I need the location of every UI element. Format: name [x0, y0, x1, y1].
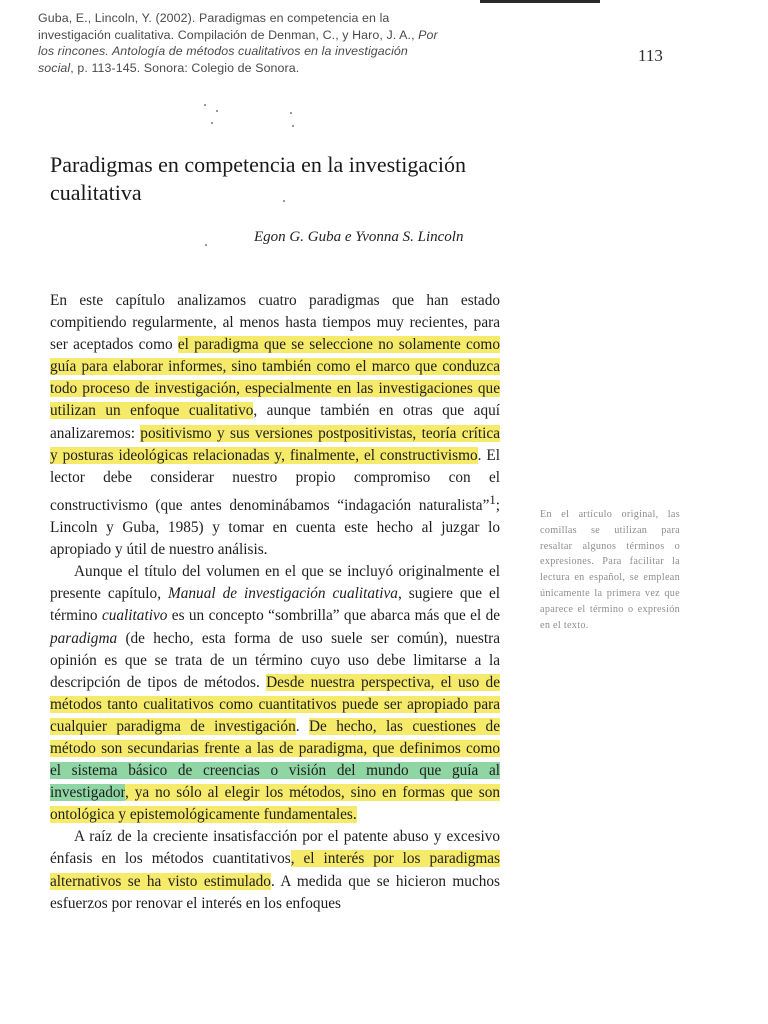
text-run: , aunque también en otras que aquí analizaremos: — [50, 402, 501, 442]
citation-text: Guba, E., Lincoln, Y. (2002). Paradigmas en competencia en la investigación cualitativa. Compilación de Denman, C., y Haro, J. A., — [38, 11, 419, 42]
term-italic: paradigma — [50, 629, 118, 647]
article-title: Paradigmas en competencia en la investigación cualitativa — [50, 152, 467, 205]
scan-speck — [204, 104, 206, 106]
text-run: A raíz de la creciente insatisfacción por el patente abuso y excesivo énfasis en los métodos cuantitativos — [50, 828, 500, 868]
article-body — [50, 290, 500, 915]
margin-note: En el artículo original, las comillas se utilizan para resaltar algunos términos o expresiones. Para facilitar la lectura en español, se emplean únicamente la primera vez que aparece el término o expresión en el texto. — [540, 509, 680, 631]
text-run: es un concepto “sombrilla” que abarca más que el de — [167, 607, 501, 625]
paragraph-3 — [50, 826, 500, 914]
scan-speck — [216, 110, 218, 112]
term-italic: cualitativo — [101, 607, 168, 625]
paragraph-1 — [50, 290, 500, 561]
highlight-yellow: , ya no sólo al elegir los métodos, sino en formas que son ontológica y epistemológicamente fundamentales. — [50, 784, 500, 824]
text-run: En este capítulo analizamos cuatro paradigmas que han estado compitiendo regularmente, al menos hasta tiempos muy recientes, para ser aceptados como — [50, 292, 500, 354]
text-run: (de hecho, esta forma de uso suele ser común), nuestra opinión es que se trata de un término cuyo uso debe limitarse a la descripción de tipos de métodos. — [50, 629, 500, 691]
citation-publisher: , p. 113-145. Sonora: Colegio de Sonora. — [70, 60, 300, 75]
book-reference: Manual de investigación cualitativa — [168, 585, 398, 603]
highlight-yellow: el paradigma que se seleccione no solamente como guía para elaborar informes, sino también como el marco que conduzca todo proceso de investigación, especialmente en las investigaciones que utilizan un enfoque cualitativo — [50, 336, 500, 420]
paragraph-2 — [50, 561, 500, 826]
article-authors: Egon G. Guba e Yvonna S. Lincoln — [254, 229, 464, 245]
scan-speck — [205, 244, 207, 246]
scan-speck — [290, 112, 292, 114]
footnote-marker: 1 — [489, 492, 496, 507]
highlight-yellow: Desde nuestra perspectiva, el uso de métodos tanto cualitativos como cuantitativos puede ser apropiado para cualquier paradigma de investigación — [50, 673, 500, 735]
citation — [38, 10, 438, 76]
highlight-yellow: , el interés por los paradigmas alternativos se ha visto estimulado — [50, 850, 500, 890]
top-rule — [480, 0, 600, 3]
highlight-yellow: positivismo y sus versiones postpositivistas, teoría crítica y posturas ideológicas relacionadas y, finalmente, el constructivismo — [50, 424, 500, 464]
text-run: ; Lincoln y Guba, 1985) y tomar en cuenta este hecho al juzgar lo apropiado y útil de nuestro análisis. — [50, 496, 500, 559]
text-run: . A medida que se hicieron muchos esfuerzos por renovar el interés en los enfoques — [50, 872, 500, 912]
text-run: , sugiere que el término — [50, 585, 500, 625]
text-run: . El lector debe considerar nuestro propio compromiso con el constructivismo (que antes denominábamos “indagación naturalista” — [50, 446, 500, 514]
highlight-green: el sistema básico de creencias o visión del mundo que guía al investigador — [50, 762, 500, 802]
text-run: . — [295, 717, 309, 735]
scan-speck — [211, 122, 213, 124]
text-run: Aunque el título del volumen en el que se incluyó originalmente el presente capítulo, — [50, 563, 500, 603]
highlight-yellow: De hecho, las cuestiones de método son secundarias frente a las de paradigma, que definimos como — [50, 717, 500, 757]
scan-speck — [292, 125, 294, 127]
page-number: 113 — [638, 46, 663, 65]
citation-book-title: Por los rincones. Antología de métodos cualitativos en la investigación social — [38, 27, 438, 75]
